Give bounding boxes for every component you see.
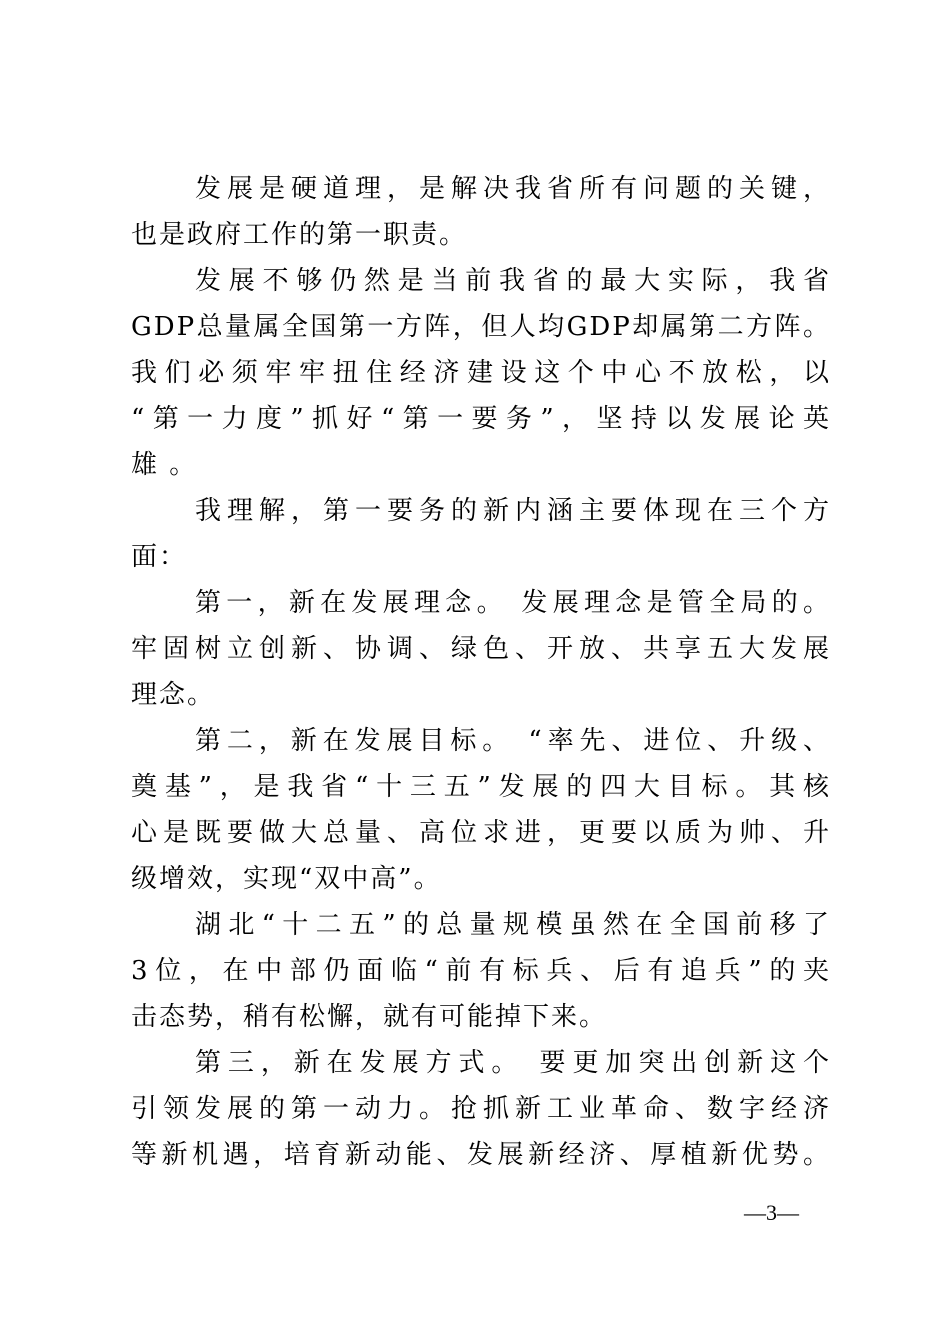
text-line: 级增效，实现“双中高”。 — [131, 864, 442, 894]
body-text — [131, 166, 831, 1178]
text-line: 第一，新在发展理念。 发展理念是管全局的。 — [195, 588, 831, 618]
text-line: 也是政府工作的第一职责。 — [131, 220, 468, 250]
text-line: GDP总量属全国第一方阵，但人均GDP却属第二方阵。 — [131, 312, 831, 342]
text-line: 牢固树立创新、协调、绿色、开放、共享五大发展 — [131, 634, 831, 664]
text-line: 心是既要做大总量、高位求进，更要以质为帅、升 — [131, 818, 831, 848]
text-line: 第三，新在发展方式。 要更加突出创新这个 — [195, 1048, 831, 1078]
text-line: 面： — [131, 542, 188, 572]
text-line: 第二，新在发展目标。 “率先、进位、升级、 — [195, 726, 831, 756]
text-line: 等新机遇，培育新动能、发展新经济、厚植新优势。 — [131, 1140, 831, 1170]
text-line: 3位，在中部仍面临“前有标兵、后有追兵”的夹 — [131, 956, 831, 986]
text-line: 湖北“十二五”的总量规模虽然在全国前移了 — [195, 910, 831, 940]
text-line: “第一力度”抓好“第一要务”，坚持以发展论英 — [131, 404, 831, 434]
page-number: —3— — [744, 1200, 799, 1225]
text-line: 雄 。 — [131, 450, 198, 480]
text-line: 击态势，稍有松懈，就有可能掉下来。 — [131, 1002, 608, 1032]
text-line: 引领发展的第一动力。抢抓新工业革命、数字经济 — [131, 1094, 831, 1124]
text-line: 发展是硬道理，是解决我省所有问题的关键， — [195, 174, 831, 204]
text-line: 奠基”，是我省“十三五”发展的四大目标。其核 — [131, 772, 831, 802]
text-line: 发展不够仍然是当前我省的最大实际，我省 — [195, 266, 831, 296]
text-line: 我理解，第一要务的新内涵主要体现在三个方 — [195, 496, 831, 526]
text-line: 我们必须牢牢扭住经济建设这个中心不放松，以 — [131, 358, 831, 388]
text-line: 理念。 — [131, 680, 216, 710]
